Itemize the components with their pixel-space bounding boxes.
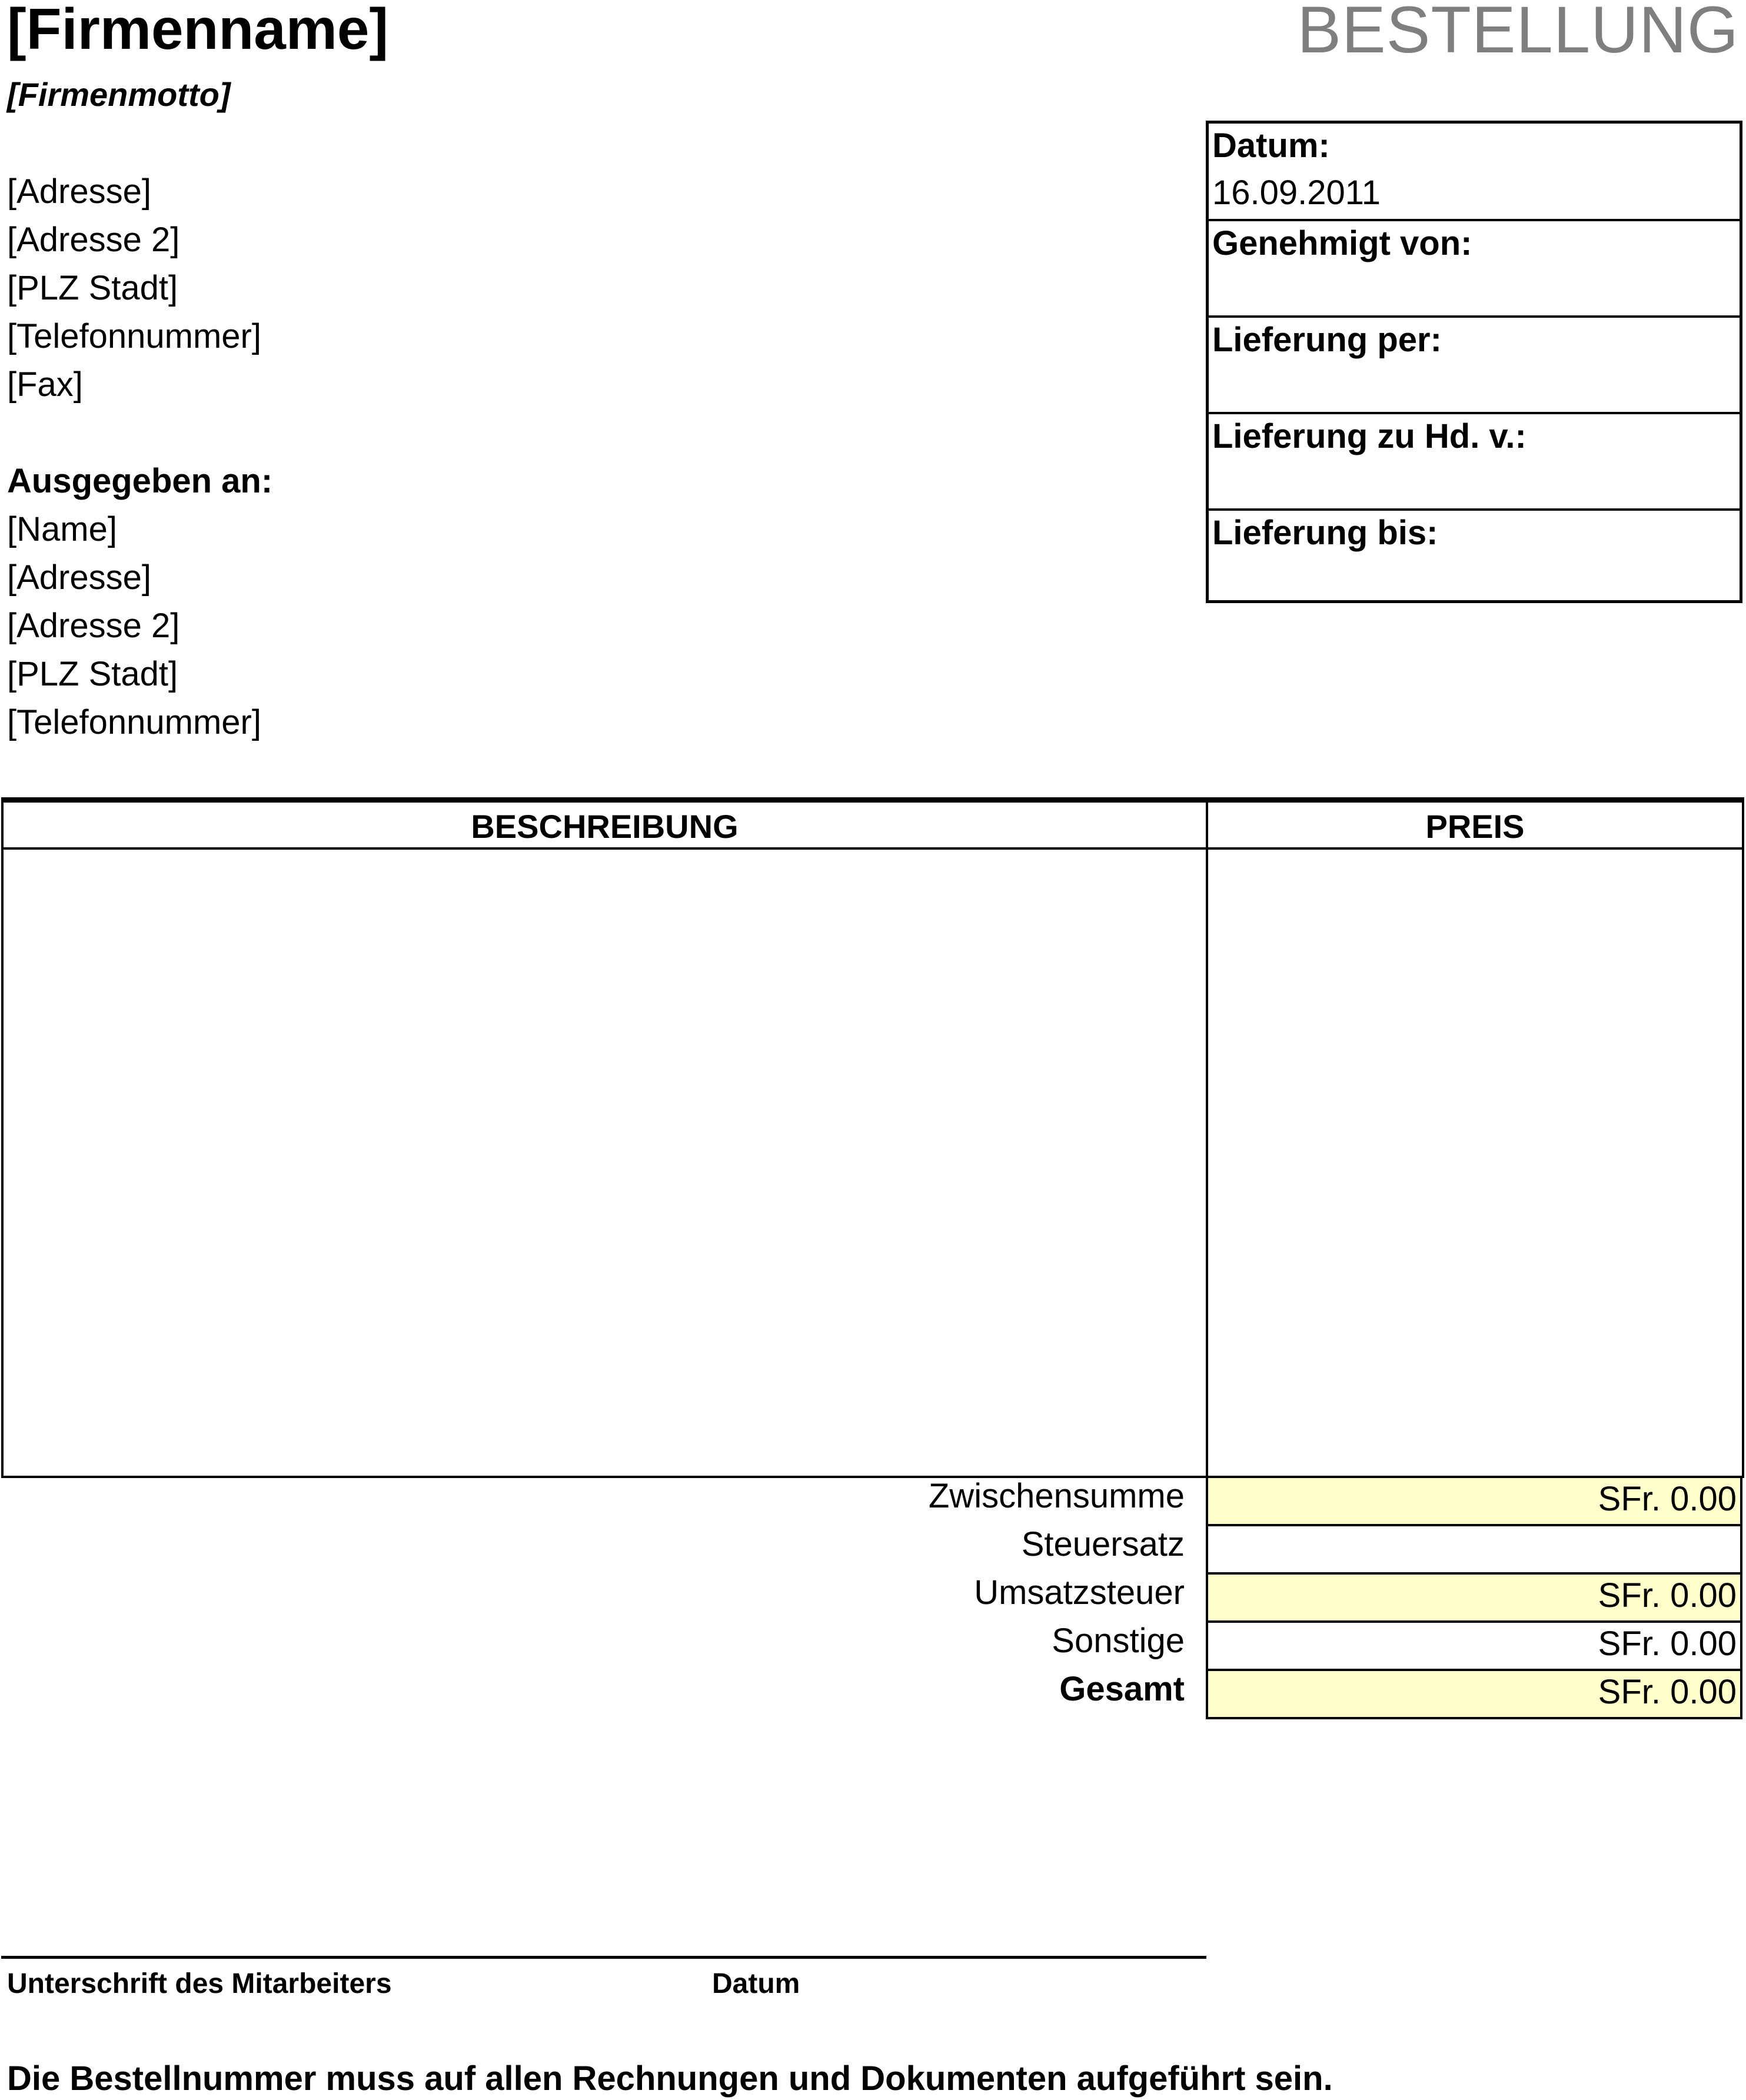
sales-tax-label: Umsatzsteuer — [974, 1573, 1185, 1612]
order-info-box — [1206, 121, 1742, 603]
recipient-phone: [Telefonnummer] — [7, 703, 261, 741]
tax-rate-label: Steuersatz — [1021, 1525, 1185, 1563]
recipient-address2: [Adresse 2] — [7, 607, 180, 645]
delivery-via-cell[interactable] — [1209, 315, 1740, 412]
total-label: Gesamt — [1059, 1670, 1185, 1708]
other-value: SFr. 0.00 — [1598, 1625, 1737, 1663]
sales-tax-value: SFr. 0.00 — [1598, 1576, 1737, 1615]
sender-fax: [Fax] — [7, 365, 83, 404]
column-header-price: PREIS — [1425, 808, 1525, 845]
sender-phone: [Telefonnummer] — [7, 317, 261, 355]
company-motto: [Firmenmotto] — [7, 76, 231, 113]
recipient-name: [Name] — [7, 510, 117, 548]
company-name: [Firmenname] — [7, 0, 389, 61]
column-header-description: BESCHREIBUNG — [471, 808, 739, 845]
document-title: BESTELLUNG — [1297, 0, 1739, 66]
employee-signature-label: Unterschrift des Mitarbeiters — [7, 1968, 392, 1999]
approved-by-label: Genehmigt von: — [1212, 224, 1472, 262]
delivery-attn-cell[interactable] — [1209, 412, 1740, 508]
sender-address: [Adresse] — [7, 172, 151, 211]
delivery-attn-label: Lieferung zu Hd. v.: — [1212, 417, 1526, 455]
price-cell-area[interactable] — [1208, 850, 1742, 1476]
tax-rate-cell[interactable] — [1206, 1524, 1742, 1575]
approved-by-cell[interactable] — [1209, 219, 1740, 315]
footer-note: Die Bestellnummer muss auf allen Rechnungen und Dokumenten aufgeführt sein. — [7, 2059, 1333, 2098]
sales-tax-cell[interactable] — [1206, 1572, 1742, 1623]
recipient-heading: Ausgegeben an: — [7, 462, 273, 500]
subtotal-cell[interactable] — [1206, 1476, 1742, 1526]
delivery-via-label: Lieferung per: — [1212, 321, 1442, 359]
delivery-by-label: Lieferung bis: — [1212, 514, 1438, 552]
total-cell[interactable] — [1206, 1669, 1742, 1719]
recipient-zip-city: [PLZ Stadt] — [7, 655, 178, 693]
signature-date-label: Datum — [712, 1968, 800, 1999]
signature-line[interactable] — [1, 1956, 1206, 1959]
date-value[interactable]: 16.09.2011 — [1212, 174, 1381, 212]
recipient-address: [Adresse] — [7, 558, 151, 597]
subtotal-value: SFr. 0.00 — [1598, 1480, 1737, 1518]
date-cell[interactable] — [1209, 124, 1740, 220]
subtotal-label: Zwischensumme — [928, 1477, 1185, 1515]
total-value: SFr. 0.00 — [1598, 1673, 1737, 1711]
other-cell[interactable] — [1206, 1620, 1742, 1671]
date-label: Datum: — [1212, 127, 1330, 165]
sender-zip-city: [PLZ Stadt] — [7, 269, 178, 307]
sender-address2: [Adresse 2] — [7, 221, 180, 259]
other-label: Sonstige — [1052, 1622, 1185, 1660]
description-cell-area[interactable] — [4, 850, 1206, 1476]
delivery-by-cell[interactable] — [1209, 508, 1740, 601]
items-table — [1, 797, 1744, 1478]
